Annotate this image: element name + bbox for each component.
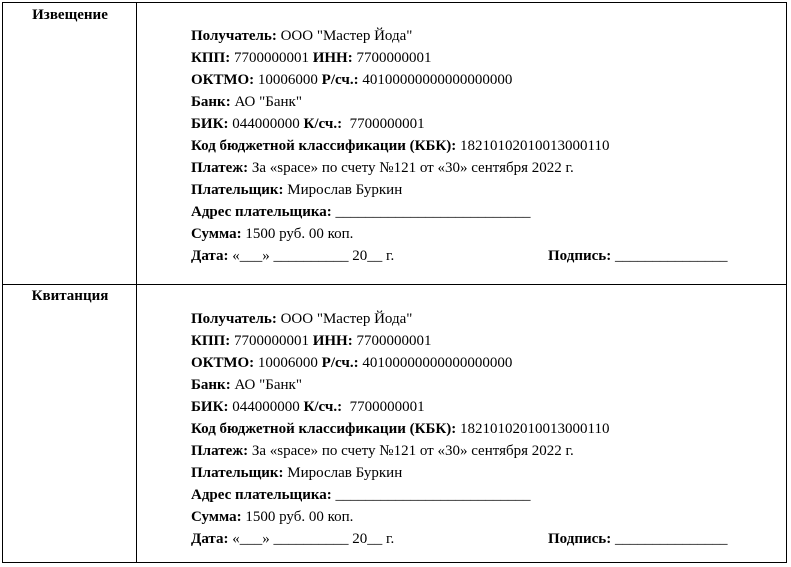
inn-label: ИНН: bbox=[312, 333, 353, 349]
notice-section bbox=[3, 3, 786, 285]
payment-label: Платеж: bbox=[191, 160, 249, 176]
kpp-inn-row bbox=[191, 47, 771, 69]
oktmo-label: ОКТМО: bbox=[191, 355, 255, 371]
date-value: «___» __________ 20__ г. bbox=[228, 531, 395, 547]
oktmo-account-row bbox=[191, 69, 771, 91]
kbk-label: Код бюджетной классификации (КБК): bbox=[191, 138, 457, 154]
sum-label: Сумма: bbox=[191, 509, 242, 525]
account-label: Р/сч.: bbox=[321, 355, 359, 371]
sum-value: 1500 руб. 00 коп. bbox=[241, 509, 354, 525]
notice-label-column bbox=[3, 3, 137, 284]
date-label: Дата: bbox=[191, 531, 229, 547]
payment-value: За «space» по счету №121 от «30» сентября 2022 г. bbox=[248, 160, 574, 176]
signature-field bbox=[548, 528, 727, 550]
bank-value: АО "Банк" bbox=[230, 94, 302, 110]
receipt-section bbox=[3, 284, 786, 562]
bik-value: 044000000 bbox=[228, 399, 304, 415]
bank-label: Банк: bbox=[191, 94, 231, 110]
bank-value: АО "Банк" bbox=[230, 377, 302, 393]
payer-row bbox=[191, 179, 771, 201]
address-value: __________________________ bbox=[331, 204, 531, 220]
kbk-row bbox=[191, 418, 771, 440]
inn-label: ИНН: bbox=[312, 50, 353, 66]
address-label: Адрес плательщика: bbox=[191, 204, 332, 220]
oktmo-account-row bbox=[191, 352, 771, 374]
kpp-inn-row bbox=[191, 330, 771, 352]
sum-label: Сумма: bbox=[191, 226, 242, 242]
oktmo-value: 10006000 bbox=[254, 72, 322, 88]
kpp-value: 7700000001 bbox=[230, 50, 313, 66]
sum-row bbox=[191, 223, 771, 245]
address-label: Адрес плательщика: bbox=[191, 487, 332, 503]
recipient-label: Получатель: bbox=[191, 28, 277, 44]
payment-value: За «space» по счету №121 от «30» сентября 2022 г. bbox=[248, 443, 574, 459]
sum-row bbox=[191, 506, 771, 528]
payment-label: Платеж: bbox=[191, 443, 249, 459]
inn-value: 7700000001 bbox=[352, 333, 432, 349]
oktmo-label: ОКТМО: bbox=[191, 72, 255, 88]
corr-value: 7700000001 bbox=[342, 116, 425, 132]
signature-field bbox=[548, 245, 727, 267]
bik-label: БИК: bbox=[191, 116, 229, 132]
payer-label: Плательщик: bbox=[191, 465, 284, 481]
signature-label: Подпись: bbox=[548, 248, 612, 264]
inn-value: 7700000001 bbox=[352, 50, 432, 66]
kpp-value: 7700000001 bbox=[230, 333, 313, 349]
account-label: Р/сч.: bbox=[321, 72, 359, 88]
address-value: __________________________ bbox=[331, 487, 531, 503]
bik-label: БИК: bbox=[191, 399, 229, 415]
kbk-value: 18210102010013000110 bbox=[456, 138, 610, 154]
payment-form bbox=[2, 2, 787, 563]
recipient-value: ООО "Мастер Йода" bbox=[276, 28, 413, 44]
date-signature-row bbox=[191, 245, 771, 267]
bank-row bbox=[191, 374, 771, 396]
corr-value: 7700000001 bbox=[342, 399, 425, 415]
address-row bbox=[191, 201, 771, 223]
date-label: Дата: bbox=[191, 248, 229, 264]
kpp-label: КПП: bbox=[191, 333, 231, 349]
signature-value: _______________ bbox=[611, 531, 728, 547]
date-signature-row bbox=[191, 528, 771, 550]
recipient-row bbox=[191, 308, 771, 330]
bank-row bbox=[191, 91, 771, 113]
bank-label: Банк: bbox=[191, 377, 231, 393]
receipt-label: Квитанция bbox=[31, 288, 109, 304]
payer-label: Плательщик: bbox=[191, 182, 284, 198]
oktmo-value: 10006000 bbox=[254, 355, 322, 371]
recipient-label: Получатель: bbox=[191, 311, 277, 327]
kbk-row bbox=[191, 135, 771, 157]
bik-corr-row bbox=[191, 396, 771, 418]
sum-value: 1500 руб. 00 коп. bbox=[241, 226, 354, 242]
receipt-details bbox=[191, 308, 771, 550]
notice-details bbox=[191, 25, 771, 267]
account-value: 40100000000000000000 bbox=[358, 355, 513, 371]
bik-corr-row bbox=[191, 113, 771, 135]
payment-row bbox=[191, 157, 771, 179]
kpp-label: КПП: bbox=[191, 50, 231, 66]
notice-label: Извещение bbox=[32, 7, 108, 23]
corr-label: К/сч.: bbox=[303, 399, 343, 415]
recipient-value: ООО "Мастер Йода" bbox=[276, 311, 413, 327]
signature-label: Подпись: bbox=[548, 531, 612, 547]
corr-label: К/сч.: bbox=[303, 116, 343, 132]
payer-value: Мирослав Буркин bbox=[283, 465, 403, 481]
recipient-row bbox=[191, 25, 771, 47]
payment-row bbox=[191, 440, 771, 462]
bik-value: 044000000 bbox=[228, 116, 304, 132]
date-value: «___» __________ 20__ г. bbox=[228, 248, 395, 264]
kbk-value: 18210102010013000110 bbox=[456, 421, 610, 437]
payer-row bbox=[191, 462, 771, 484]
receipt-label-column bbox=[3, 284, 137, 562]
signature-value: _______________ bbox=[611, 248, 728, 264]
account-value: 40100000000000000000 bbox=[358, 72, 513, 88]
kbk-label: Код бюджетной классификации (КБК): bbox=[191, 421, 457, 437]
payer-value: Мирослав Буркин bbox=[283, 182, 403, 198]
address-row bbox=[191, 484, 771, 506]
